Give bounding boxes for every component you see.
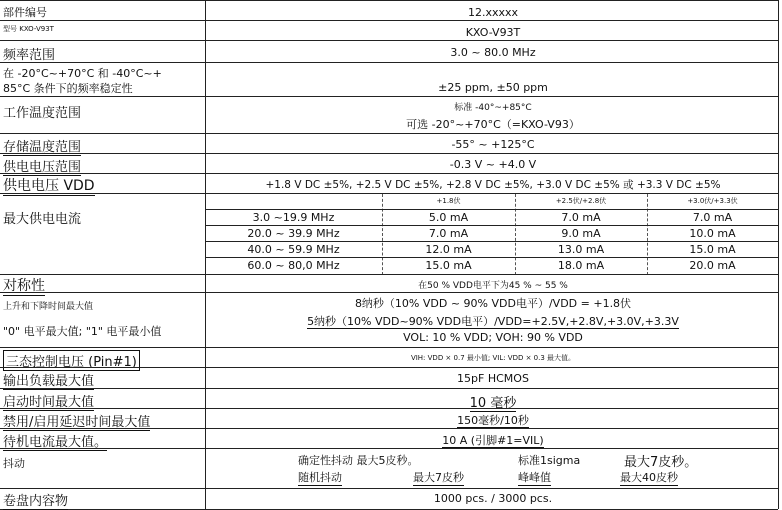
logic-levels-label: "0" 电平最大值; "1" 电平最小值	[3, 325, 162, 338]
current-value: 13.0 mA	[557, 243, 605, 256]
current-value: 7.0 mA	[428, 227, 469, 240]
current-range-3: 40.0 ~ 59.9 MHz	[247, 243, 340, 256]
supply-voltage-label: 供电电压 VDD	[3, 175, 95, 196]
jitter-deterministic: 确定性抖动 最大5皮秒。	[298, 454, 419, 467]
model-label: 型号 KXO-V93T	[3, 25, 54, 33]
current-range-4: 60.0 ~ 80,0 MHz	[247, 259, 340, 272]
row-part-number	[0, 0, 778, 21]
frequency-stability-value: ±25 ppm, ±50 ppm	[438, 81, 548, 94]
symmetry-label: 对称性	[3, 275, 45, 296]
jitter-sigma-value: 最大7皮秒。	[624, 455, 698, 470]
current-range-1: 3.0 ~19.9 MHz	[252, 211, 335, 224]
row-startup-time	[0, 388, 778, 409]
current-value: 18.0 mA	[557, 259, 605, 272]
disable-enable-delay-value: 150毫秒/10秒	[457, 414, 529, 427]
current-value: 7.0 mA	[561, 211, 601, 224]
part-number-label: 部件编号	[3, 6, 47, 19]
disable-enable-delay-label: 禁用/启用延迟时间最大值	[3, 411, 150, 431]
logic-levels-value: VOL: 10 % VDD; VOH: 90 % VDD	[403, 331, 583, 344]
storage-temp-value: -55° ~ +125°C	[451, 138, 535, 151]
startup-time-value: 10 毫秒	[469, 396, 517, 411]
current-range-2: 20.0 ~ 39.9 MHz	[247, 227, 340, 240]
subtable-rule-3	[205, 241, 778, 242]
subtable-rule-1	[205, 209, 778, 210]
current-value: 10.0 mA	[689, 227, 736, 240]
row-output-load	[0, 367, 778, 389]
symmetry-value: 在50 % VDD电平下为45 % ~ 55 %	[418, 281, 568, 291]
tristate-voltage-label: 三态控制电压 (Pin#1)	[3, 350, 140, 371]
frequency-range-label: 频率范围	[3, 48, 56, 63]
jitter-pp-value: 最大40皮秒	[620, 471, 678, 484]
current-value: 15.0 mA	[425, 259, 472, 272]
reel-content-label: 卷盘内容物	[3, 490, 68, 510]
standby-current-label: 待机电流最大值。	[3, 431, 107, 451]
part-number-value: 12.xxxxx	[467, 6, 519, 19]
current-col-header-2: +2.5伏/+2.8伏	[555, 197, 607, 205]
row-operating-temp	[0, 96, 778, 134]
jitter-random-value: 最大7皮秒	[413, 471, 464, 484]
max-supply-current-label: 最大供电电流	[3, 212, 82, 227]
frequency-stability-label-2: 85°C 条件下的频率稳定性	[3, 82, 133, 95]
row-storage-temp	[0, 133, 778, 154]
current-value: 12.0 mA	[425, 243, 472, 256]
jitter-label: 抖动	[3, 457, 25, 470]
row-supply-voltage	[0, 173, 778, 194]
storage-temp-label: 存储温度范围	[3, 136, 81, 156]
row-rise-fall-time	[0, 292, 778, 348]
subtable-rule-4	[205, 257, 778, 258]
model-value: KXO-V93T	[465, 26, 521, 39]
supply-voltage-value: +1.8 V DC ±5%, +2.5 V DC ±5%, +2.8 V DC ±5%, +3.0 V DC ±5% 或 +3.3 V DC ±5%	[265, 179, 721, 191]
frequency-stability-label-1: 在 -20°C~+70°C 和 -40°C~+	[3, 67, 162, 80]
supply-voltage-range-label: 供电电压范围	[3, 156, 81, 176]
current-value: 15.0 mA	[689, 243, 736, 256]
current-col-header-1: +1.8伏	[436, 197, 461, 205]
row-symmetry	[0, 274, 778, 293]
jitter-sigma-label: 标准1sigma	[518, 454, 581, 467]
operating-temp-label: 工作温度范围	[3, 106, 82, 121]
current-col-header-3: +3.0伏/+3.3伏	[687, 197, 738, 205]
supply-voltage-range-value: -0.3 V ~ +4.0 V	[449, 158, 537, 171]
row-reel-content	[0, 488, 778, 510]
startup-time-label: 启动时间最大值	[3, 391, 94, 411]
standby-current-value: 10 A (引脚#1=VIL)	[442, 434, 544, 447]
jitter-pp-label: 峰峰值	[518, 471, 551, 484]
rise-fall-time-value-1: 8纳秒（10% VDD ~ 90% VDD电平）/VDD = +1.8伏	[354, 297, 632, 310]
output-load-label: 输出负载最大值	[3, 370, 94, 390]
subtable-rule-2	[205, 225, 778, 226]
right-border	[778, 0, 779, 509]
output-load-value: 15pF HCMOS	[457, 372, 529, 385]
row-frequency-range	[0, 40, 778, 63]
frequency-range-value: 3.0 ~ 80.0 MHz	[450, 46, 536, 59]
current-value: 5.0 mA	[428, 211, 469, 224]
row-frequency-stability	[0, 62, 778, 97]
row-supply-voltage-range	[0, 153, 778, 174]
rise-fall-time-label: 上升和下降时间最大值	[3, 302, 94, 312]
current-value: 9.0 mA	[561, 227, 601, 240]
row-jitter	[0, 448, 778, 489]
row-max-supply-current	[0, 193, 778, 275]
rise-fall-time-value-2: 5纳秒（10% VDD~90% VDD电平）/VDD=+2.5V,+2.8V,+3.0V,+3.3V	[307, 315, 679, 328]
row-model	[0, 20, 778, 41]
row-disable-enable-delay	[0, 408, 778, 429]
operating-temp-value-2: 可选 -20°~+70°C（=KXO-V93）	[406, 118, 580, 131]
row-tristate-voltage	[0, 347, 778, 368]
current-value: 7.0 mA	[692, 211, 733, 224]
reel-content-value: 1000 pcs. / 3000 pcs.	[433, 492, 553, 505]
jitter-random-label: 随机抖动	[298, 471, 342, 484]
row-standby-current	[0, 428, 778, 449]
tristate-voltage-value: VIH: VDD × 0.7 最小值; VIL: VDD × 0.3 最大值。	[410, 354, 576, 362]
operating-temp-value-1: 标准 -40°~+85°C	[454, 103, 532, 113]
current-value: 20.0 mA	[689, 259, 736, 272]
